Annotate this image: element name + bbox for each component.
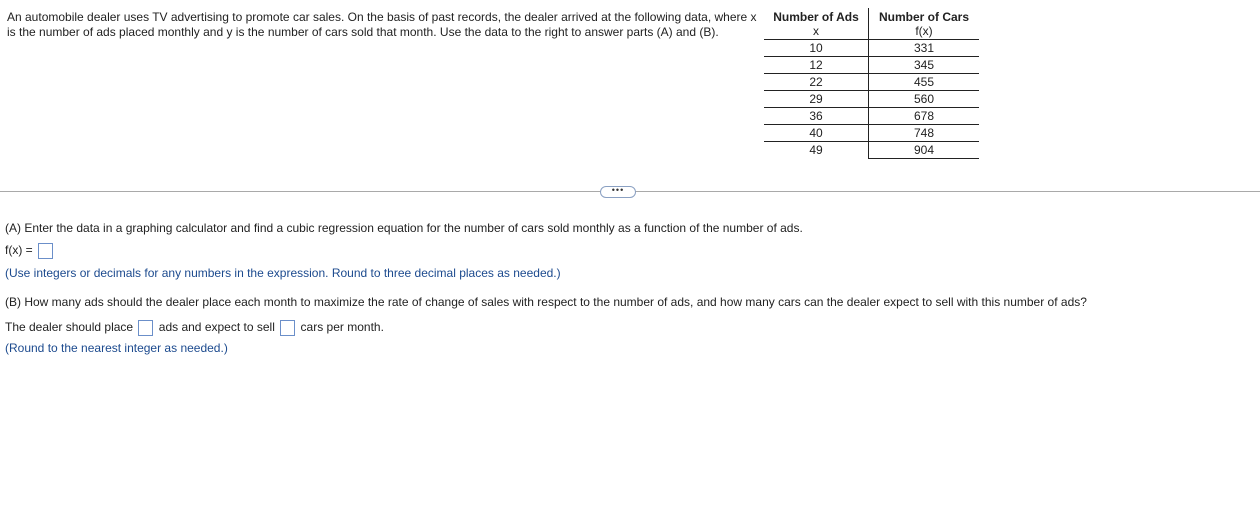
cell-fx: 345 (869, 57, 980, 74)
part-b-middle: ads and expect to sell (158, 320, 275, 335)
part-a-answer-line (5, 243, 55, 259)
table-row (764, 142, 979, 159)
cell-fx: 748 (869, 125, 980, 142)
table-row (764, 40, 979, 57)
cell-fx: 455 (869, 74, 980, 91)
cell-x: 29 (764, 91, 869, 108)
expand-more-button[interactable]: ••• (600, 186, 636, 198)
part-a-hint: (Use integers or decimals for any numbers in the expression. Round to three decimal places as needed.) (5, 266, 561, 280)
col-sub-fx: f(x) (869, 24, 980, 40)
part-b-prefix: The dealer should place (5, 320, 134, 335)
part-b-suffix: cars per month. (300, 320, 384, 335)
cell-fx: 678 (869, 108, 980, 125)
cell-fx: 560 (869, 91, 980, 108)
problem-intro: An automobile dealer uses TV advertising to promote car sales. On the basis of past records, the dealer arrived at the following data, where x is the number of ads placed monthly and y is the number of cars sold that month. Use the data to the right to answer parts (A) and (B). (7, 10, 757, 39)
fx-answer-input[interactable] (38, 243, 53, 259)
fx-label: f(x) = (5, 243, 33, 258)
data-table (764, 8, 979, 159)
cell-x: 40 (764, 125, 869, 142)
col-header-ads: Number of Ads (764, 8, 869, 24)
cell-x: 36 (764, 108, 869, 125)
part-b-question: (B) How many ads should the dealer place each month to maximize the rate of change of sales with respect to the number of ads, and how many cars can the dealer expect to sell with this number of ads? (5, 295, 1087, 309)
cell-fx: 331 (869, 40, 980, 57)
table-row (764, 91, 979, 108)
table-row (764, 125, 979, 142)
part-a-question: (A) Enter the data in a graphing calculator and find a cubic regression equation for the number of cars sold monthly as a function of the number of ads. (5, 221, 803, 235)
col-header-cars: Number of Cars (878, 9, 970, 24)
table-row (764, 74, 979, 91)
table-row (764, 108, 979, 125)
col-sub-x: x (764, 24, 869, 40)
ads-answer-input[interactable] (138, 320, 153, 336)
cell-x: 22 (764, 74, 869, 91)
table-row (764, 57, 979, 74)
cars-answer-input[interactable] (280, 320, 295, 336)
part-b-hint: (Round to the nearest integer as needed.) (5, 341, 228, 355)
cell-x: 49 (764, 142, 869, 159)
cell-x: 12 (764, 57, 869, 74)
part-b-answer-line (5, 320, 384, 336)
cell-fx: 904 (869, 142, 980, 159)
cell-x: 10 (764, 40, 869, 57)
